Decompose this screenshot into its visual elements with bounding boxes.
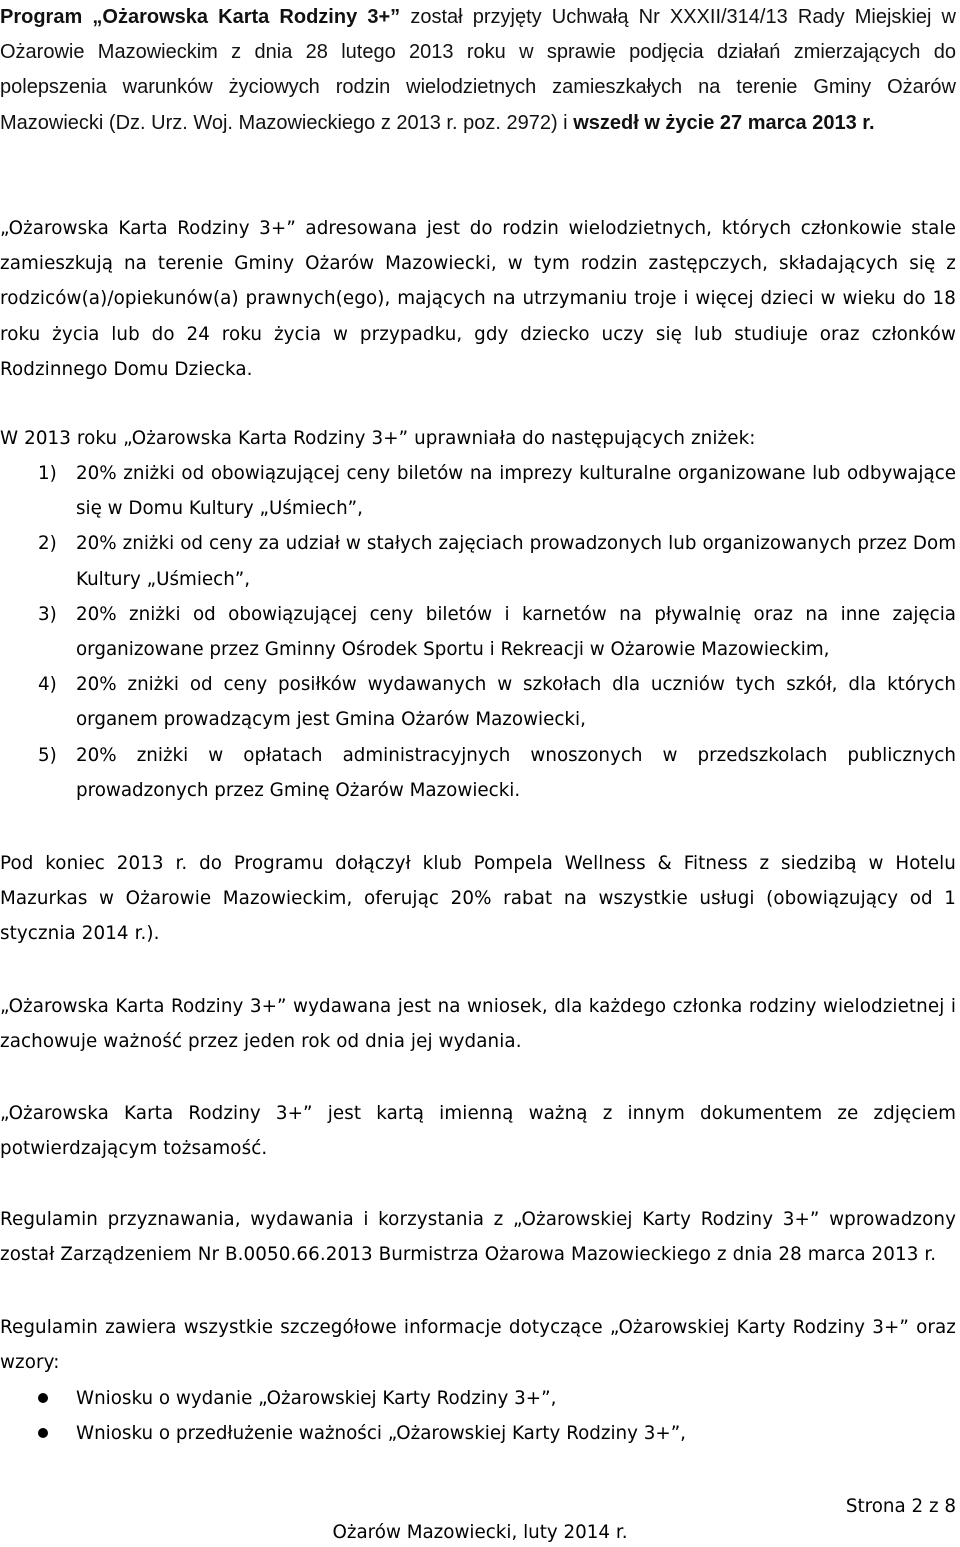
intro-paragraph bbox=[0, 0, 956, 141]
form-item: Wniosku o przedłużenie ważności „Ożarowskiej Karty Rodziny 3+”, bbox=[0, 1416, 956, 1451]
effective-date: wszedł w życie 27 marca 2013 r. bbox=[573, 111, 875, 134]
card-eligibility-paragraph: „Ożarowska Karta Rodziny 3+” adresowana jest do rodzin wielodzietnych, których członkowie stale zamieszkują na terenie Gminy Ożarów Mazowiecki, w tym rodzin zastępczych, składających się z rodziców(a)/opiekunów(a) prawnych(ego), mających na utrzymaniu troje i więcej dzieci w wieku do 18 roku życia lub do 24 roku życia w przypadku, gdy dziecko uczy się lub studiuje oraz członków Rodzinnego Domu Dziecka. bbox=[0, 218, 956, 380]
program-name: Program „Ożarowska Karta Rodziny 3+” bbox=[0, 6, 401, 28]
discount-item: 5) 20% zniżki w opłatach administracyjnych wnoszonych w przedszkolach publicznych prowadzonych przez Gminę Ożarów Mazowiecki. bbox=[38, 744, 956, 801]
discounts-intro: W 2013 roku „Ożarowska Karta Rodziny 3+” uprawniała do następujących zniżek: bbox=[0, 428, 756, 449]
pompela-paragraph: Pod koniec 2013 r. do Programu dołączył klub Pompela Wellness & Fitness z siedzibą w Hotelu Mazurkas w Ożarowie Mazowieckim, oferując 20% rabat na wszystkie usługi (obowiązujący od 1 stycznia 2014 r.). bbox=[0, 853, 956, 945]
discount-item: 3) 20% zniżki od obowiązującej ceny biletów i karnetów na pływalnię oraz na inne zajęcia organizowane przez Gminny Ośrodek Sportu i Rekreacji w Ożarowie Mazowieckim, bbox=[38, 603, 956, 661]
bullet-icon bbox=[38, 1428, 48, 1438]
forms-intro-paragraph: Regulamin zawiera wszystkie szczegółowe informacje dotyczące „Ożarowskiej Karty Rodziny 3+” oraz wzory: bbox=[0, 1317, 956, 1374]
form-item: Wniosku o wydanie „Ożarowskiej Karty Rodziny 3+”, bbox=[0, 1381, 956, 1416]
discount-item: 4) 20% zniżki od ceny posiłków wydawanych w szkołach dla uczniów tych szkół, dla których organem prowadzącym jest Gmina Ożarów Mazowiecki, bbox=[38, 674, 956, 731]
bullet-icon bbox=[38, 1393, 48, 1403]
intro-text: został przyjęty Uchwałą Nr XXXII/314/13 Rady Miejskiej w Ożarowie Mazowieckim z dnia 28 lutego 2013 roku w sprawie podjęcia działań zmierzających do polepszenia warunków życiowych rodzin wielodzietnych zamieszkałych na terenie Gminy Ożarów Mazowiecki (Dz. Urz. Woj. Mazowieckiego z 2013 r. poz. 2972) i bbox=[0, 6, 956, 134]
regulations-paragraph: Regulamin przyznawania, wydawania i korzystania z „Ożarowskiej Karty Rodziny 3+” wprowadzony został Zarządzeniem Nr B.0050.66.2013 Burmistrza Ożarowa Mazowieckiego z dnia 28 marca 2013 r. bbox=[0, 1209, 956, 1266]
footer-place-date: Ożarów Mazowiecki, luty 2014 r. bbox=[332, 1522, 628, 1543]
discount-item: 1) 20% zniżki od obowiązującej ceny biletów na imprezy kulturalne organizowane lub odbywające się w Domu Kultury „Uśmiech”, bbox=[38, 463, 956, 520]
page-number: Strona 2 z 8 bbox=[845, 1496, 956, 1517]
card-identity-paragraph: „Ożarowska Karta Rodziny 3+” jest kartą imienną ważną z innym dokumentem ze zdjęciem potwierdzającym tożsamość. bbox=[0, 1103, 956, 1160]
discounts-list bbox=[0, 456, 956, 808]
forms-list bbox=[0, 1381, 956, 1451]
discount-item: 2) 20% zniżki od ceny za udział w stałych zajęciach prowadzonych lub organizowanych przez Dom Kultury „Uśmiech”, bbox=[38, 533, 956, 590]
card-issuance-paragraph: „Ożarowska Karta Rodziny 3+” wydawana jest na wniosek, dla każdego członka rodziny wielodzietnej i zachowuje ważność przez jeden rok od dnia jej wydania. bbox=[0, 996, 956, 1053]
